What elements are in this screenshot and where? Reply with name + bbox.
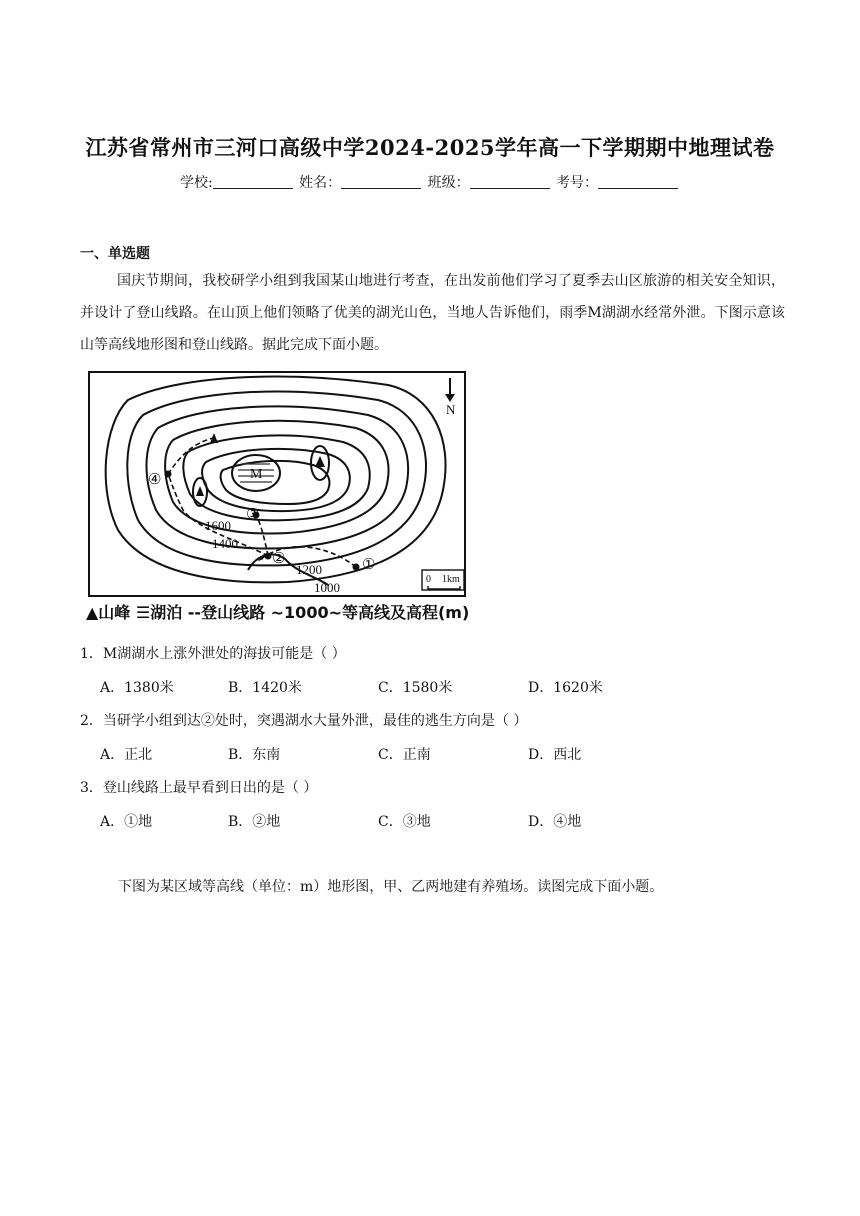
school-label: 学校: [179,175,213,191]
north-label: N [446,402,456,417]
option-a[interactable]: A．①地 [100,814,153,830]
map-legend: ▲山峰 ☰湖泊 --登山线路 ~1000~等高线及高程(m) [86,603,470,622]
student-info-line [0,172,860,192]
contour-label: 1400 [212,536,238,551]
name-label: 姓名： [299,175,342,191]
scale-unit: 1km [442,574,460,585]
option-c[interactable]: C．正南 [378,747,431,763]
question-stem: 1．M湖湖水上涨外泄处的海拔可能是（ ） [80,646,346,662]
option-d[interactable]: D．1620米 [528,680,603,696]
option-b[interactable]: B．②地 [228,814,281,830]
paper-title: 江苏省常州市三河口高级中学2024-2025学年高一下学期期中地理试卷 [85,135,775,160]
question-stem: 3．登山线路上最早看到日出的是（ ） [80,780,318,796]
point-label: ① [362,557,376,573]
option-a[interactable]: A．1380米 [100,680,174,696]
point-label: ② [272,551,286,567]
point-label: ③ [246,507,260,523]
option-a[interactable]: A．正北 [100,747,153,763]
number-blank[interactable] [598,174,678,189]
class-label: 班级： [427,175,470,191]
intro-paragraph-2: 下图为某区域等高线（单位：m）地形图，甲、乙两地建有养殖场。读图完成下面小题。 [118,879,664,895]
point-label: ④ [148,472,162,488]
option-d[interactable]: D．④地 [528,814,582,830]
option-b[interactable]: B．1420米 [228,680,302,696]
option-b[interactable]: B．东南 [228,747,281,763]
school-blank[interactable] [213,174,293,189]
option-c[interactable]: C．③地 [378,814,431,830]
name-blank[interactable] [341,174,421,189]
option-d[interactable]: D．西北 [528,747,582,763]
option-c[interactable]: C．1580米 [378,680,453,696]
class-blank[interactable] [470,174,550,189]
number-label: 考号： [556,175,599,191]
section-heading: 一、单选题 [80,246,150,262]
question-stem: 2．当研学小组到达②处时，突遇湖水大量外泄，最佳的逃生方向是（ ） [80,713,528,729]
contour-label: 1600 [205,518,231,533]
intro-paragraph: 国庆节期间，我校研学小组到我国某山地进行考查，在出发前他们学习了夏季去山区旅游的相关安全知识，并设计了登山线路。在山顶上他们领略了优美的湖光山色，当地人告诉他们，雨季M湖湖水经常外泄。下图示意该山等高线地形图和登山线路。据此完成下面小题。 [80,273,785,353]
contour-map [88,370,468,598]
contour-label: 1200 [296,562,322,577]
scale-zero: 0 [426,574,431,585]
contour-label: 1000 [314,580,340,595]
lake-label: M [250,467,263,482]
